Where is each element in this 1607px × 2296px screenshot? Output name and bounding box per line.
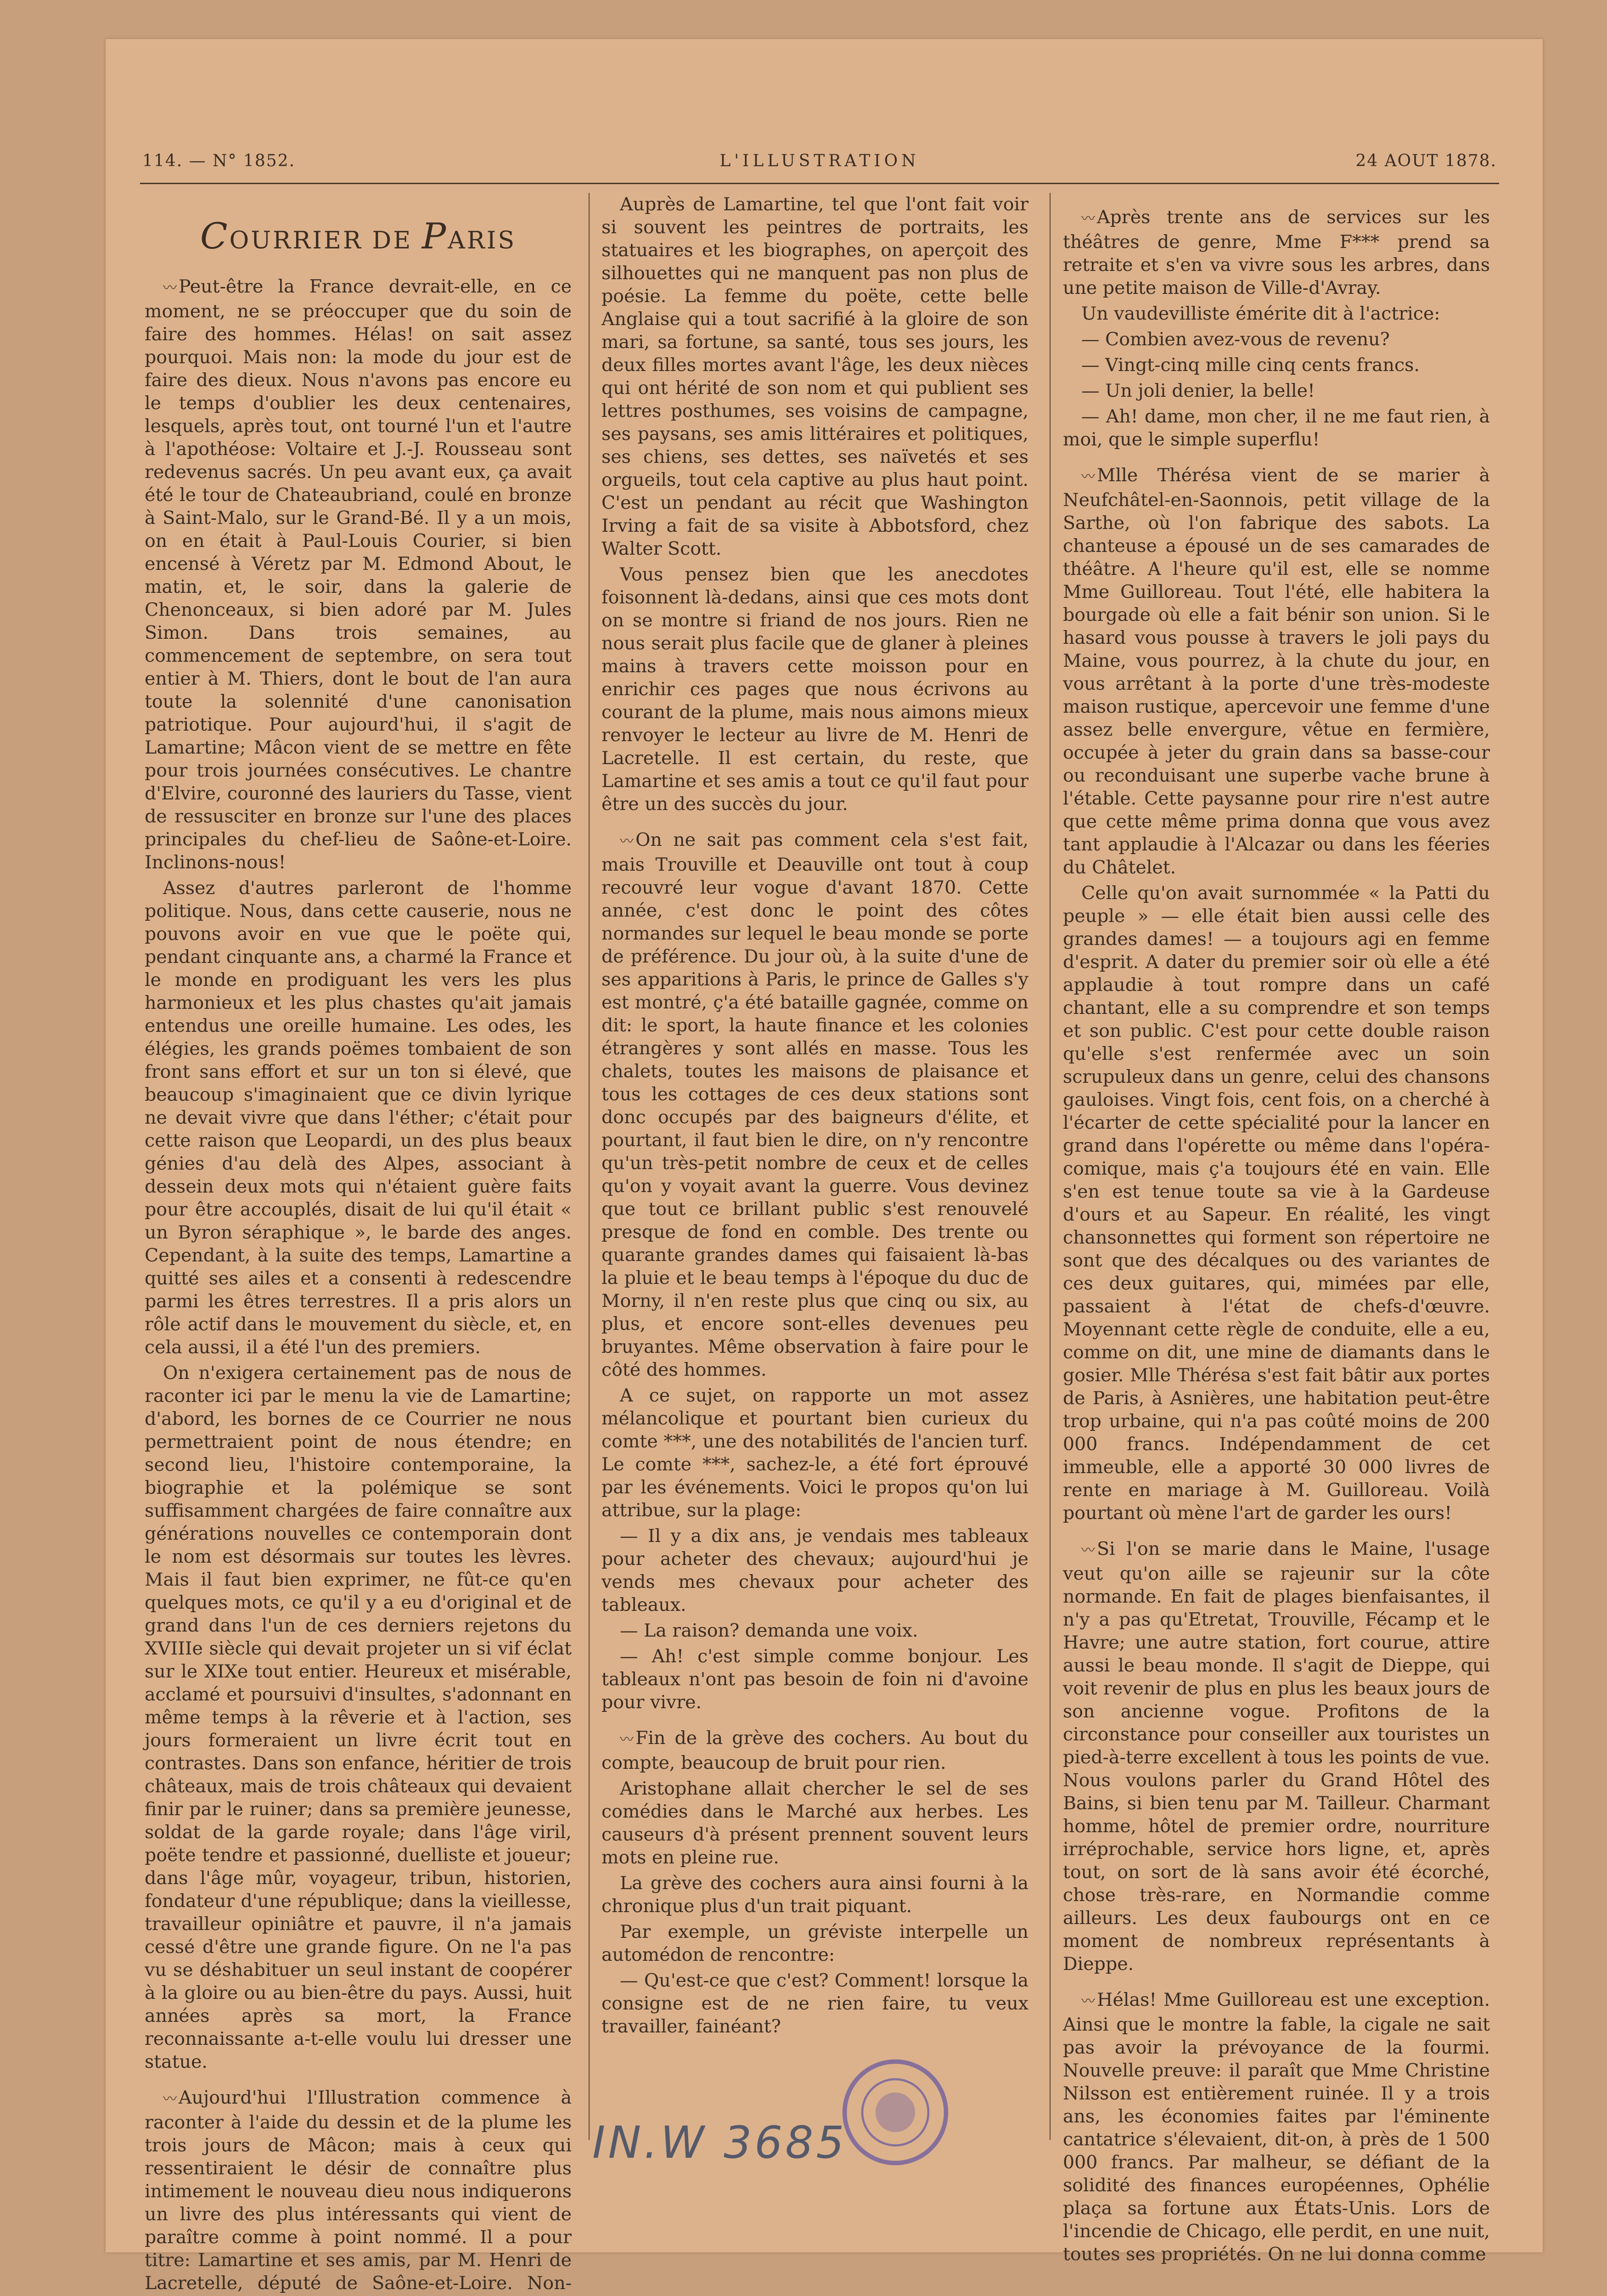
paragraph: — Qu'est-ce que c'est? Comment! lorsque la consigne est de ne rien faire, tu veux travailler, fainéant? — [601, 1970, 1028, 2037]
column-2 — [601, 193, 1028, 2144]
paragraph: 〰 Aujourd'hui l'Illustration commence à raconter à l'aide du dessin et de la plume les trois jours de Mâcon; mais à ceux qui ressentiraient le désir de connaître plus intimement le nouveau dieu nous indiquerons un livre des plus intéressants qui vient de paraître comme à point nommé. Il a pour titre: Lamartine et ses amis, par M. Henri de Lacretelle, député de Saône-et-Loire. Non- — [145, 2087, 572, 2294]
paragraph: 〰 Hélas! Mme Guilloreau est une exception. Ainsi que le montre la fable, la cigale ne sait pas avoir la prévoyance de la fourmi. Nouvelle preuve: il paraît que Mme Christine Nilsson est entièrement ruinée. Il y a trois ans, les économies faites par l'éminente cantatrice s'élevaient, dit-on, à près de 1 500 000 francs. Par malheur, se défiant de la solidité des finances européennes, Ophélie plaça sa fortune aux États-Unis. Lors de l'incendie de Chicago, elle perdit, en une nuit, toutes ses propriétés. On ne lui donna comme — [1063, 1989, 1490, 2265]
column-rule — [589, 193, 590, 2140]
paragraph: A ce sujet, on rapporte un mot assez mélancolique et pourtant bien curieux du comte ***, une des notabilités de l'ancien turf. Le comte ***, sachez-le, a été fort éprouvé par les événements. Voici le propos qu'on lui attribue, sur la plage: — [601, 1385, 1028, 1521]
paragraph: La grève des cochers aura ainsi fourni à la chronique plus d'un trait piquant. — [601, 1873, 1028, 1917]
paragraph: Auprès de Lamartine, tel que l'ont fait voir si souvent les peintres de portraits, les statuaires et les biographes, on aperçoit des silhouettes qui ne manquent pas non plus de poésie. La femme du poëte, cette belle Anglaise qui a tout sacrifié à la gloire de son mari, sa fortune, sa santé, tous ses jours, les deux filles mortes avant l'âge, les deux nièces qui ont hérité de son nom et qui publient ses lettres posthumes, ses voisins de campagne, ses paysans, ses amis littéraires et politiques, ses chiens, ses dettes, ses naïvetés et ses orgueils, tout cela captive au plus haut point. C'est un pendant au récit que Washington Irving a fait de sa visite à Abbotsford, chez Walter Scott. — [601, 194, 1028, 559]
paragraph: Celle qu'on avait surnommée « la Patti du peuple » — elle était bien aussi celle des grandes dames! — a toujours agi en femme d'esprit. A dater du premier soir où elle a été applaudie à tout rompre dans un café chantant, elle a su comprendre et son temps et son public. C'est pour cette double raison qu'elle s'est renfermée avec un soin scrupuleux dans un genre, celui des chansons gauloises. Vingt fois, cent fois, on a cherché à l'écarter de cette spécialité pour la lancer en grand dans l'opérette ou même dans l'opéra-comique, mais ç'a toujours été en vain. Elle s'en est tenue toute sa vie à la Gardeuse d'ours et au Sapeur. En réalité, les vingt chansonnettes qui forment son répertoire ne sont que des décalques ou des variantes de ces deux guitares, qui, mimées par elle, passaient à l'état de chefs-d'œuvre. Moyennant cette règle de conduite, elle a eu, comme on dit, une mine de diamants dans le gosier. Mlle Thérésa s'est fait bâtir aux portes de Paris, à Asnières, une habitation peut-être trop urbaine, qui n'a pas coûté moins de 200 000 francs. Indépendamment de cet immeuble, elle a apporté 30 000 livres de rente en mariage à M. Guilloreau. Voilà pourtant où mène l'art de garder les ours! — [1063, 883, 1490, 1524]
issue-number: 114. — N° 1852. — [142, 152, 296, 170]
column-rule — [1050, 193, 1051, 2140]
header-rule — [140, 183, 1499, 184]
paragraph: 〰 Si l'on se marie dans le Maine, l'usage veut qu'on aille se rajeunir sur la côte normande. En fait de plages bienfaisantes, il n'y a pas qu'Etretat, Trouville, Fécamp et le Havre; une autre station, fort courue, attire aussi le beau monde. Il s'agit de Dieppe, qui voit revenir de plus en plus les beaux jours de son ancienne vogue. Profitons de la circonstance pour conseiller aux touristes un pied-à-terre excellent à tous les points de vue. Nous voulons parler du Grand Hôtel des Bains, si bien tenu par M. Tailleur. Charmant homme, hôtel de premier ordre, nourriture irréprochable, service hors ligne, et, après tout, on sort de là sans avoir été écorché, chose très-rare, en Normandie comme ailleurs. Les deux faubourgs ont en ce moment de nombreux représentants à Dieppe. — [1063, 1538, 1490, 1975]
paragraph: 〰 Peut-être la France devrait-elle, en ce moment, ne se préoccuper que du soin de faire des hommes. Hélas! on sait assez pourquoi. Mais non: la mode du jour est de faire des dieux. Nous n'avons pas encore eu le temps d'oublier les deux centenaires, lesquels, après tout, ont tourné l'un et l'autre à l'apothéose: Voltaire et J.-J. Rousseau sont redevenus sacrés. Un peu avant eux, ça avait été le tour de Chateaubriand, coulé en bronze à Saint-Malo, sur le Grand-Bé. Il y a un mois, on en était à Paul-Louis Courier, si bien encensé à Véretz par M. Edmond About, le matin, et, le soir, dans la galerie de Chenonceaux, si bien adoré par M. Jules Simon. Dans trois semaines, au commencement de septembre, on sera tout entier à M. Thiers, dont le bout de l'an aura toute la solennité d'une canonisation patriotique. Pour aujourd'hui, il s'agit de Lamartine; Mâcon vient de se mettre en fête pour trois journées consécutives. Le chantre d'Elvire, couronné des lauriers du Tasse, vient de ressusciter en bronze sur l'une des places principales du chef-lieu de Saône-et-Loire. Inclinons-nous! — [145, 276, 572, 873]
paragraph: 〰 On ne sait pas comment cela s'est fait, mais Trouville et Deauville ont tout à coup recouvré leur vogue d'avant 1870. Cette année, c'est donc le point des côtes normandes sur lequel le beau monde se porte de préférence. Du jour où, à la suite d'une de ses apparitions à Paris, le prince de Galles s'y est montré, ç'a été bataille gagnée, comme on dit: le sport, la haute finance et les colonies étrangères y sont allés en masse. Tous les chalets, toutes les maisons de plaisance et tous les cottages de ces deux stations sont donc occupés par des baigneurs d'élite, et pourtant, il faut bien le dire, on n'y rencontre qu'un très-petit nombre de ceux et de celles qu'on y voyait avant la guerre. Vous devinez que tout ce brillant public s'est renouvelé presque de fond en comble. Des trente ou quarante grandes dames qui faisaient là-bas la pluie et le beau temps à l'époque du duc de Morny, il n'en reste plus que cinq ou six, au plus, et encore sont-elles devenues peu bruyantes. Même observation à faire pour le côté des hommes. — [601, 829, 1028, 1380]
section-title: COURRIER DE PARIS — [200, 216, 517, 257]
paragraph: Aristophane allait chercher le sel de ses comédies dans le Marché aux herbes. Les causeurs d'à présent prennent souvent leurs mots en pleine rue. — [601, 1778, 1028, 1868]
masthead: L'ILLUSTRATION — [719, 152, 920, 170]
paragraph: Un vaudevilliste émérite dit à l'actrice: — [1081, 303, 1440, 324]
paragraph: — Combien avez-vous de revenu? — [1081, 329, 1390, 350]
library-stamp-icon — [840, 2057, 950, 2167]
paragraph: — Vingt-cinq mille cinq cents francs. — [1081, 355, 1420, 376]
paragraph: — Un joli denier, la belle! — [1081, 380, 1315, 401]
page-header — [142, 147, 1497, 174]
paragraph: Vous pensez bien que les anecdotes foisonnent là-dedans, ainsi que ces mots dont on se montre si friand de nos jours. Rien ne nous serait plus facile que de glaner à pleines mains à travers cette moisson pour en enrichir ces pages que nous écrivons au courant de la plume, mais nous aimons mieux renvoyer le lecteur au livre de M. Henri de Lacretelle. Il est certain, du reste, que Lamartine et ses amis a tout ce qu'il faut pour être un des succès du jour. — [601, 564, 1028, 815]
paragraph: 〰 Mlle Thérésa vient de se marier à Neufchâtel-en-Saonnois, petit village de la Sarthe, où l'on fabrique des sabots. La chanteuse a épousé un de ses camarades de théâtre. A l'heure qu'il est, elle se nomme Mme Guilloreau. Tout l'été, elle habitera la bourgade où elle a fait bénir son union. Si le hasard vous pousse à travers le joli pays du Maine, vous pourrez, à la chute du jour, en vous arrêtant à la porte d'une très-modeste maison rustique, apercevoir une femme d'une assez belle envergure, vêtue en fermière, occupée à jeter du grain dans sa basse-cour ou reconduisant une superbe vache brune à l'étable. Cette paysanne pour rire n'est autre que cette même prima donna que vous avez tant applaudie à l'Alcazar ou dans les féeries du Châtelet. — [1063, 465, 1490, 878]
column-3 — [1063, 193, 1490, 2265]
paragraph: Assez d'autres parleront de l'homme politique. Nous, dans cette causerie, nous ne pouvons avoir en vue que le poëte qui, pendant cinquante ans, a charmé la France et le monde en prodiguant les vers les plus harmonieux et les plus chastes qu'ait jamais entendus une oreille humaine. Les odes, les élégies, les grands poëmes tombaient de son front sans effort et sur un ton si élevé, que beaucoup s'imaginaient que ce divin lyrique ne devait vivre que dans l'éther; c'était pour cette raison que Leopardi, un des plus beaux génies d'au delà des Alpes, associant à dessein deux mots qui n'étaient guère faits pour être accouplés, disait de lui qu'il était « un Byron séraphique », le barde des anges. Cependant, à la suite des temps, Lamartine a quitté ses ailes et a consenti à redescendre parmi les êtres terrestres. Il a pris alors un rôle actif dans le mouvement du siècle, et, en cela aussi, il a été l'un des premiers. — [145, 878, 572, 1358]
paragraph: 〰 Fin de la grève des cochers. Au bout du compte, beaucoup de bruit pour rien. — [601, 1728, 1028, 1773]
paragraph: — Ah! dame, mon cher, il ne me faut rien, à moi, que le simple superflu! — [1063, 406, 1490, 450]
paragraph: 〰 Après trente ans de services sur les théâtres de genre, Mme F*** prend sa retraite et s'en va vivre sous les arbres, dans une petite maison de Ville-d'Avray. — [1063, 207, 1490, 298]
paragraph: Par exemple, un gréviste interpelle un automédon de rencontre: — [601, 1921, 1028, 1965]
column-1 — [145, 193, 572, 2294]
shelfmark: IN.W 3685 — [592, 2117, 847, 2168]
paragraph: — La raison? demanda une voix. — [620, 1620, 918, 1641]
paragraph: — Ah! c'est simple comme bonjour. Les tableaux n'ont pas besoin de foin ni d'avoine pour vivre. — [601, 1646, 1028, 1713]
issue-date: 24 AOUT 1878. — [1355, 152, 1497, 170]
paragraph: On n'exigera certainement pas de nous de raconter ici par le menu la vie de Lamartine; d'abord, les bornes de ce Courrier ne nous permettraient point de nous étendre; en second lieu, l'histoire contemporaine, la biographie et la polémique se sont suffisamment chargées de faire connaître aux générations nouvelles ce contemporain dont le nom est désormais sur toutes les lèvres. Mais il faut bien exprimer, ne fût-ce qu'en quelques mots, ce qu'il y a eu d'original et de grand dans l'un de ces derniers rejetons du XVIIIe siècle qui devait projeter un si vif éclat sur le XIXe tout entier. Heureux et misérable, acclamé et poursuivi d'insultes, s'adonnant en même temps à la rêverie et à l'action, ses jours formeraient un livre écrit tout en contrastes. Dans son enfance, héritier de trois châteaux, mais de trois châteaux qui devaient finir par le ruiner; dans sa première jeunesse, soldat de la garde royale; dans l'âge viril, poëte tendre et passionné, duelliste et joueur; dans l'âge mûr, voyageur, tribun, historien, fondateur d'une république; dans la vieillesse, travailleur opiniâtre et pauvre, il n'a jamais cessé d'être une grande figure. On ne l'a pas vu se déshabituer un seul instant de coopérer à la gloire ou au bien-être du pays. Aussi, huit années après sa mort, la France reconnaissante a-t-elle voulu lui dresser une statue. — [145, 1362, 572, 2072]
paragraph: — Il y a dix ans, je vendais mes tableaux pour acheter des chevaux; aujourd'hui je vends mes chevaux pour acheter des tableaux. — [601, 1525, 1028, 1615]
